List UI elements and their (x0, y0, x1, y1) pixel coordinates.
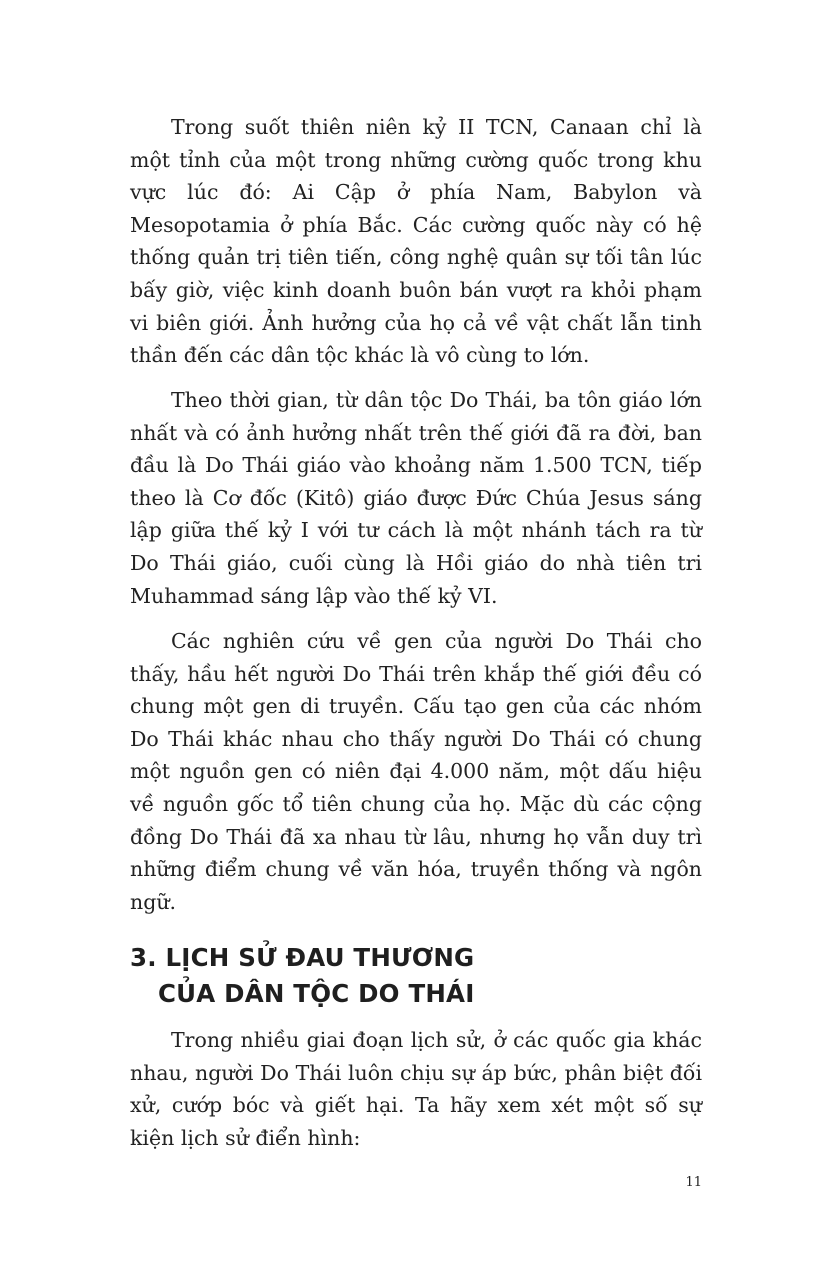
paragraph-religions: Theo thời gian, từ dân tộc Do Thái, ba tôn giáo lớn nhất và có ảnh hưởng nhất trên thế giới đã ra đời, ban đầu là Do Thái giáo vào khoảng năm 1.500 TCN, tiếp theo là Cơ đốc (Kitô) giáo được Đức Chúa Jesus sáng lập giữa thế kỷ I với tư cách là một nhánh tách ra từ Do Thái giáo, cuối cùng là Hồi giáo do nhà tiên tri Muhammad sáng lập vào thế kỷ VI. (130, 388, 702, 608)
section-heading (130, 940, 702, 1012)
section-heading-line1: 3. LỊCH SỬ ĐAU THƯƠNG (130, 943, 475, 972)
page-number: 11 (685, 1175, 702, 1190)
section-heading-line2: CỦA DÂN TỘC DO THÁI (158, 979, 475, 1008)
paragraph-persecution: Trong nhiều giai đoạn lịch sử, ở các quốc gia khác nhau, người Do Thái luôn chịu sự áp bức, phân biệt đối xử, cướp bóc và giết hại. Ta hãy xem xét một số sự kiện lịch sử điển hình: (130, 1028, 702, 1150)
paragraph-genetics: Các nghiên cứu về gen của người Do Thái cho thấy, hầu hết người Do Thái trên khắp thế giới đều có chung một gen di truyền. Cấu tạo gen của các nhóm Do Thái khác nhau cho thấy người Do Thái có chung một nguồn gen có niên đại 4.000 năm, một dấu hiệu về nguồn gốc tổ tiên chung của họ. Mặc dù các cộng đồng Do Thái đã xa nhau từ lâu, nhưng họ vẫn duy trì những điểm chung về văn hóa, truyền thống và ngôn ngữ. (130, 629, 702, 914)
paragraph-canaan: Trong suốt thiên niên kỷ II TCN, Canaan chỉ là một tỉnh của một trong những cường quốc trong khu vực lúc đó: Ai Cập ở phía Nam, Babylon và Mesopotamia ở phía Bắc. Các cường quốc này có hệ thống quản trị tiên tiến, công nghệ quân sự tối tân lúc bấy giờ, việc kinh doanh buôn bán vượt ra khỏi phạm vi biên giới. Ảnh hưởng của họ cả về vật chất lẫn tinh thần đến các dân tộc khác là vô cùng to lớn. (130, 115, 702, 368)
